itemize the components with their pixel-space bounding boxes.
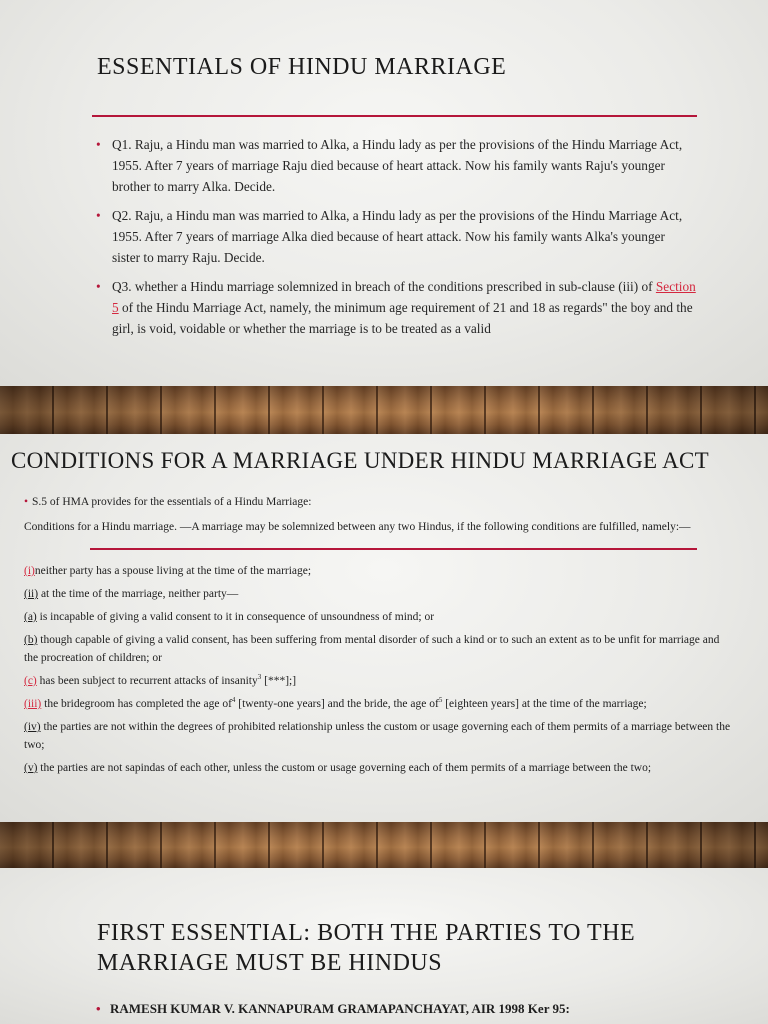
question-item: [96, 276, 696, 339]
slide-2-title: CONDITIONS FOR A MARRIAGE UNDER HINDU MARRIAGE ACT: [11, 448, 710, 473]
condition-item: [24, 695, 734, 713]
condition-text: the parties are not sapindas of each other, unless the custom or usage governing each of them permits of a marriage between the two;: [37, 762, 652, 774]
question-list: [96, 134, 696, 339]
bullet-glyph: •: [24, 496, 29, 508]
condition-item: [24, 608, 734, 626]
slide-3-title: FIRST ESSENTIAL: BOTH THE PARTIES TO THE MARRIAGE MUST BE HINDUS: [97, 920, 636, 976]
condition-label[interactable]: (c): [24, 675, 37, 687]
slide-3: [0, 868, 768, 1024]
condition-label[interactable]: (a): [24, 611, 37, 623]
slide-2: [0, 434, 768, 822]
conditions-list: [24, 562, 734, 782]
case-bullet: [96, 1000, 716, 1018]
condition-text: has been subject to recurrent attacks of insanity: [36, 675, 258, 687]
condition-item: [24, 562, 734, 580]
footnote-ref: 5: [438, 696, 443, 705]
footnote-ref: 4: [231, 696, 236, 705]
question-item: [96, 205, 696, 268]
condition-text-tail: [***];]: [261, 675, 297, 687]
question-text: Q1. Raju, a Hindu man was married to Alka, a Hindu lady as per the provisions of the Hindu Marriage Act, 1955. After 7 years of marriage Raju died because of heart attack. Now his family wants Raju's younger brother to marry Alka. Decide.: [112, 137, 683, 194]
condition-label[interactable]: (iii): [24, 698, 42, 710]
slide-2-rule: [90, 548, 697, 550]
condition-text-tail: [twenty-one years] and the bride, the age of: [235, 698, 439, 710]
condition-label[interactable]: (v): [24, 762, 38, 774]
condition-label[interactable]: (ii): [24, 588, 39, 600]
wood-floor-divider-2: [0, 822, 768, 868]
condition-text: the parties are not within the degrees of prohibited relationship unless the custom or usage governing each of them permits of a marriage between the two;: [24, 721, 731, 751]
question-item: [96, 134, 696, 197]
bullet-glyph: •: [96, 1001, 101, 1016]
condition-label[interactable]: (i): [24, 565, 35, 577]
condition-item: [24, 631, 734, 667]
condition-text-tail: [eighteen years] at the time of the marriage;: [442, 698, 647, 710]
condition-item: [24, 759, 734, 777]
question-text: Q2. Raju, a Hindu man was married to Alka, a Hindu lady as per the provisions of the Hindu Marriage Act, 1955. After 7 years of marriage Alka died because of heart attack. Now his family wants Alka's younger sister to marry Raju. Decide.: [112, 208, 683, 265]
conditions-intro: Conditions for a Hindu marriage. —A marriage may be solemnized between any two Hindus, if the following conditions are fulfilled, namely:—: [24, 521, 691, 533]
section-5-link[interactable]: Section 5: [112, 279, 696, 315]
s5-bullet: [24, 494, 724, 510]
condition-item: [24, 718, 734, 754]
condition-text: neither party has a spouse living at the time of the marriage;: [34, 565, 312, 577]
condition-label[interactable]: (iv): [24, 721, 41, 733]
condition-item: [24, 585, 734, 603]
condition-text: the bridegroom has completed the age of: [41, 698, 232, 710]
slide-1-title: ESSENTIALS OF HINDU MARRIAGE: [97, 54, 507, 80]
slide-1-title-rule: [92, 115, 697, 117]
case-citation: RAMESH KUMAR V. KANNAPURAM GRAMAPANCHAYAT, AIR 1998 Ker 95:: [110, 1001, 570, 1016]
s5-bullet-text: S.5 of HMA provides for the essentials of a Hindu Marriage:: [32, 496, 312, 508]
wood-floor-divider-1: [0, 386, 768, 434]
condition-text: though capable of giving a valid consent, has been suffering from mental disorder of such a kind or to such an extent as to be unfit for marriage and the procreation of children; or: [24, 634, 720, 664]
condition-text: at the time of the marriage, neither party—: [38, 588, 239, 600]
condition-label[interactable]: (b): [24, 634, 38, 646]
footnote-ref: 3: [257, 673, 262, 682]
condition-text: is incapable of giving a valid consent to it in consequence of unsoundness of mind; or: [36, 611, 435, 623]
slide-1: [0, 0, 768, 386]
question-text-cont: of the Hindu Marriage Act, namely, the minimum age requirement of 21 and 18 as regards" the boy and the girl, is void, voidable or whether the marriage is to be treated as a valid: [112, 300, 693, 336]
condition-item: [24, 672, 734, 690]
question-text: Q3. whether a Hindu marriage solemnized in breach of the conditions prescribed in sub-clause (iii) of: [112, 279, 656, 294]
